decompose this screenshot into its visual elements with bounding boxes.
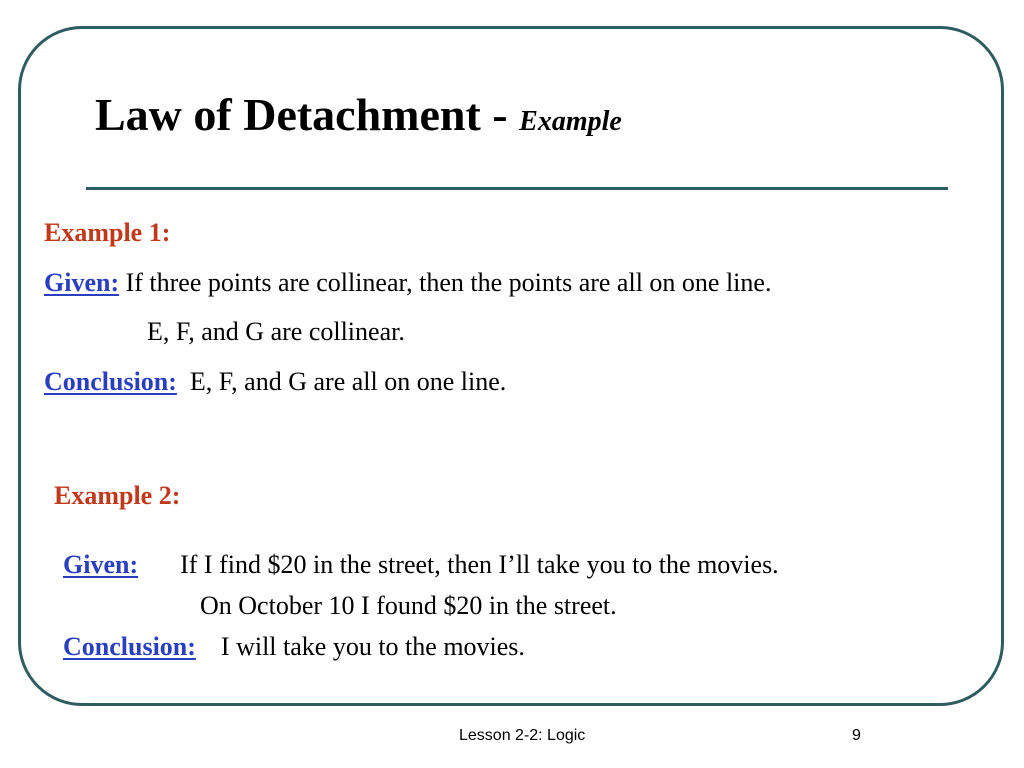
example2-conclusion-text: I will take you to the movies.: [220, 632, 525, 661]
example2-given-text2: On October 10 I found $20 in the street.: [200, 591, 617, 620]
example1-conclusion-text: E, F, and G are all on one line.: [189, 367, 507, 396]
example2-conclusion-line: [63, 632, 525, 662]
slide-title-main: Law of Detachment -: [95, 89, 520, 140]
footer-page-number: 9: [852, 727, 861, 744]
slide-title: [95, 89, 622, 140]
example2-conclusion-label: Conclusion:: [63, 632, 196, 661]
example1-given-text2: E, F, and G are collinear.: [147, 317, 405, 346]
example1-conclusion-line: [44, 367, 506, 397]
slide-title-sub: Example: [519, 106, 622, 137]
example1-given-label: Given:: [44, 268, 120, 297]
example2-given-text: If I find $20 in the street, then I’ll take you to the movies.: [180, 550, 779, 579]
example1-given-line: [44, 268, 771, 298]
example2-given-label: Given:: [63, 550, 139, 579]
example2-given-line: [63, 550, 779, 580]
example1-conclusion-label: Conclusion:: [44, 367, 177, 396]
title-divider: [86, 187, 948, 190]
example2-heading: Example 2:: [54, 481, 181, 510]
example1-given-text: If three points are collinear, then the points are all on one line.: [125, 268, 772, 297]
example1-heading: Example 1:: [44, 218, 171, 247]
footer-lesson: Lesson 2-2: Logic: [459, 727, 586, 744]
